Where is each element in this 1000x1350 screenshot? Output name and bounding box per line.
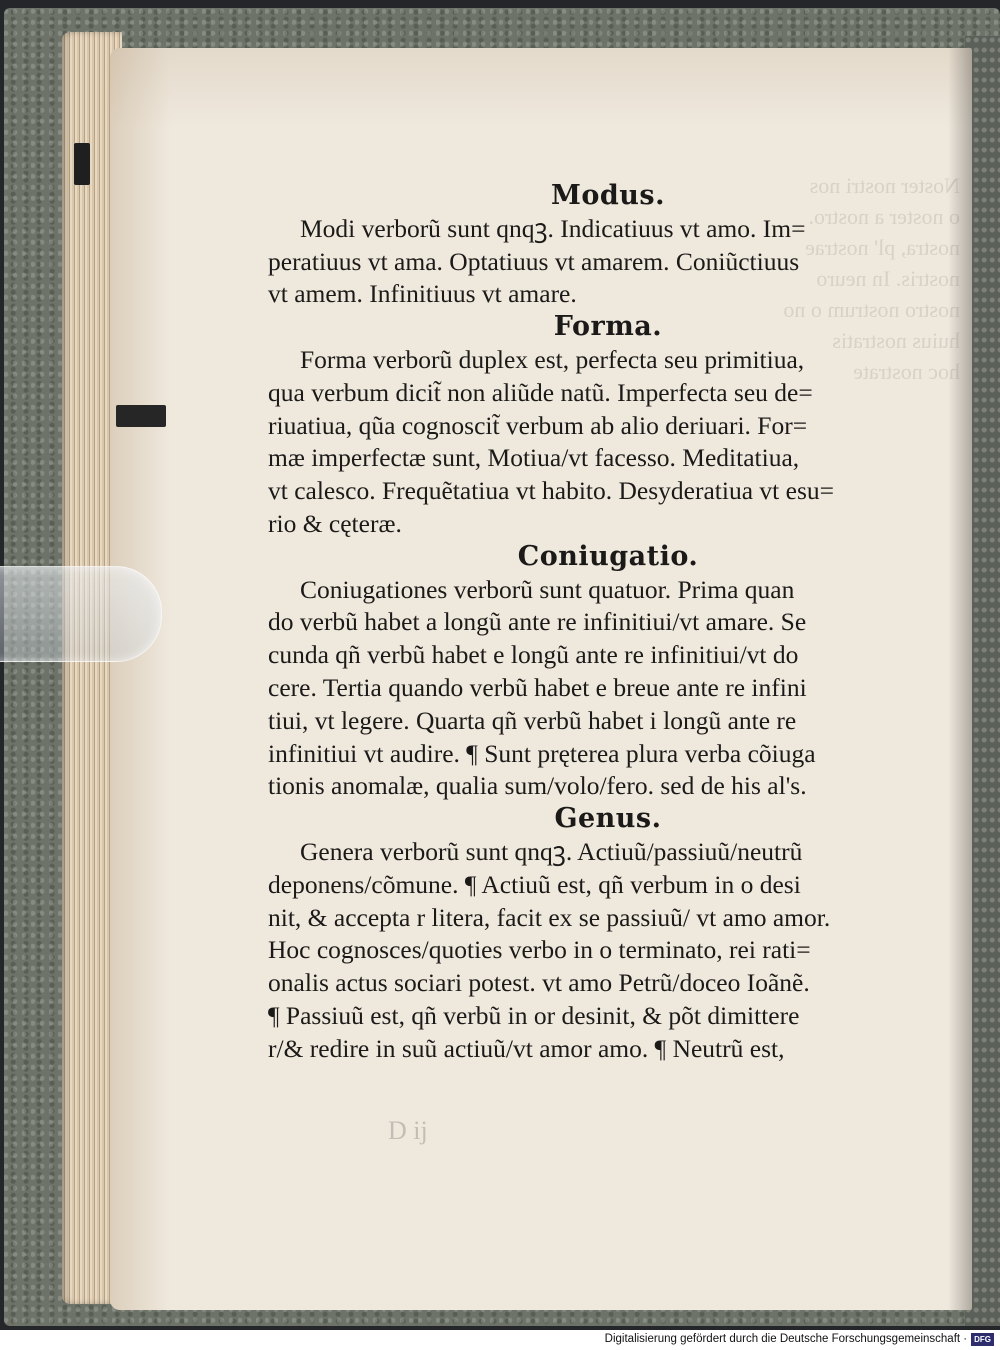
- text-line: do verbũ habet a longũ ante re infinitiui/vt amare. Se: [268, 607, 807, 637]
- heading-coniugatio: Coniugatio.: [517, 540, 699, 572]
- text-line: tionis anomalæ, qualia sum/volo/fero. sed de his al's.: [268, 771, 807, 801]
- text-line: Forma verborũ duplex est, perfecta seu primitiua,: [300, 344, 805, 374]
- footer-bar: [0, 1330, 1000, 1349]
- text-line: rio & cęteræ.: [268, 508, 402, 538]
- text-line: cunda qñ verbũ habet e longũ ante re infinitiui/vt do: [268, 640, 799, 670]
- text-line: Modi verborũ sunt qnqꝫ. Indicatiuus vt amo. Im=: [300, 213, 806, 243]
- text-line: Coniugationes verborũ sunt quatuor. Prima quan: [300, 574, 795, 604]
- text-line: peratiuus vt ama. Optatiuus vt amarem. Coniũctiuus: [268, 246, 800, 276]
- bookmark-tab-middle: [116, 405, 166, 427]
- text-line: infinitiui vt audire. ¶ Sunt pręterea plura verba cõiuga: [268, 738, 816, 768]
- bleed-through-line: nostris. In neuro: [816, 266, 960, 291]
- text-line: deponens/cõmune. ¶ Actiuũ est, qñ verbum in o desi: [268, 869, 801, 899]
- text-line: r/& redire in suũ actiuũ/vt amor amo. ¶ Neutrũ est,: [268, 1033, 785, 1063]
- glass-page-weight: [0, 566, 162, 662]
- text-line: qua verbum dicit̃ non aliũde natũ. Imperfecta seu de=: [268, 377, 813, 407]
- heading-modus: Modus.: [550, 180, 665, 211]
- bleed-through-line: o noster a nostro.: [808, 204, 960, 229]
- text-line: tiui, vt legere. Quarta qñ verbũ habet i longũ ante re: [268, 705, 797, 735]
- bleed-through-line: nostro nostrum o no: [783, 297, 960, 322]
- text-line: Genera verborũ sunt qnqꝫ. Actiuũ/passiuũ/neutrũ: [300, 836, 803, 866]
- text-line: ¶ Passiuũ est, qñ verbũ in or desinit, & põt dimittere: [268, 1000, 800, 1030]
- text-line: mæ imperfectæ sunt, Motiua/vt facesso. Meditatiua,: [268, 443, 800, 473]
- heading-genus: Genus.: [554, 803, 662, 835]
- footer-credit: Digitalisierung gefördert durch die Deutsche Forschungsgemeinschaft ·: [604, 1333, 968, 1345]
- bleed-through-line: huius nostratis: [832, 328, 960, 353]
- bleed-through-line: hoc nostrate: [853, 359, 960, 384]
- bleed-through-line: nostra, pl' nostrae: [805, 235, 960, 260]
- text-line: riuatiua, qũa cognoscit̃ verbum ab alio deriuari. For=: [268, 410, 808, 440]
- page-text: [268, 180, 908, 1066]
- signature-mark: D ij: [388, 1116, 428, 1145]
- text-line: vt amem. Infinitiuus vt amare.: [268, 279, 577, 309]
- bleed-through-line: Noster nostri nos: [809, 173, 960, 198]
- text-line: onalis actus sociari potest. vt amo Petrũ/doceo Ioãnẽ.: [268, 968, 810, 998]
- text-line: vt calesco. Frequẽtatiua vt habito. Desyderatiua vt esu=: [268, 476, 834, 506]
- bookmark-tab-top: [74, 143, 90, 185]
- heading-forma: Forma.: [553, 311, 663, 343]
- dfg-logo: DFG: [971, 1333, 994, 1346]
- text-line: cere. Tertia quando verbũ habet e breue ante re infini: [268, 672, 807, 702]
- text-line: nit, & accepta r litera, facit ex se passiuũ/ vt amo amor.: [268, 902, 831, 932]
- text-line: Hoc cognosces/quoties verbo in o terminato, rei rati=: [268, 935, 811, 965]
